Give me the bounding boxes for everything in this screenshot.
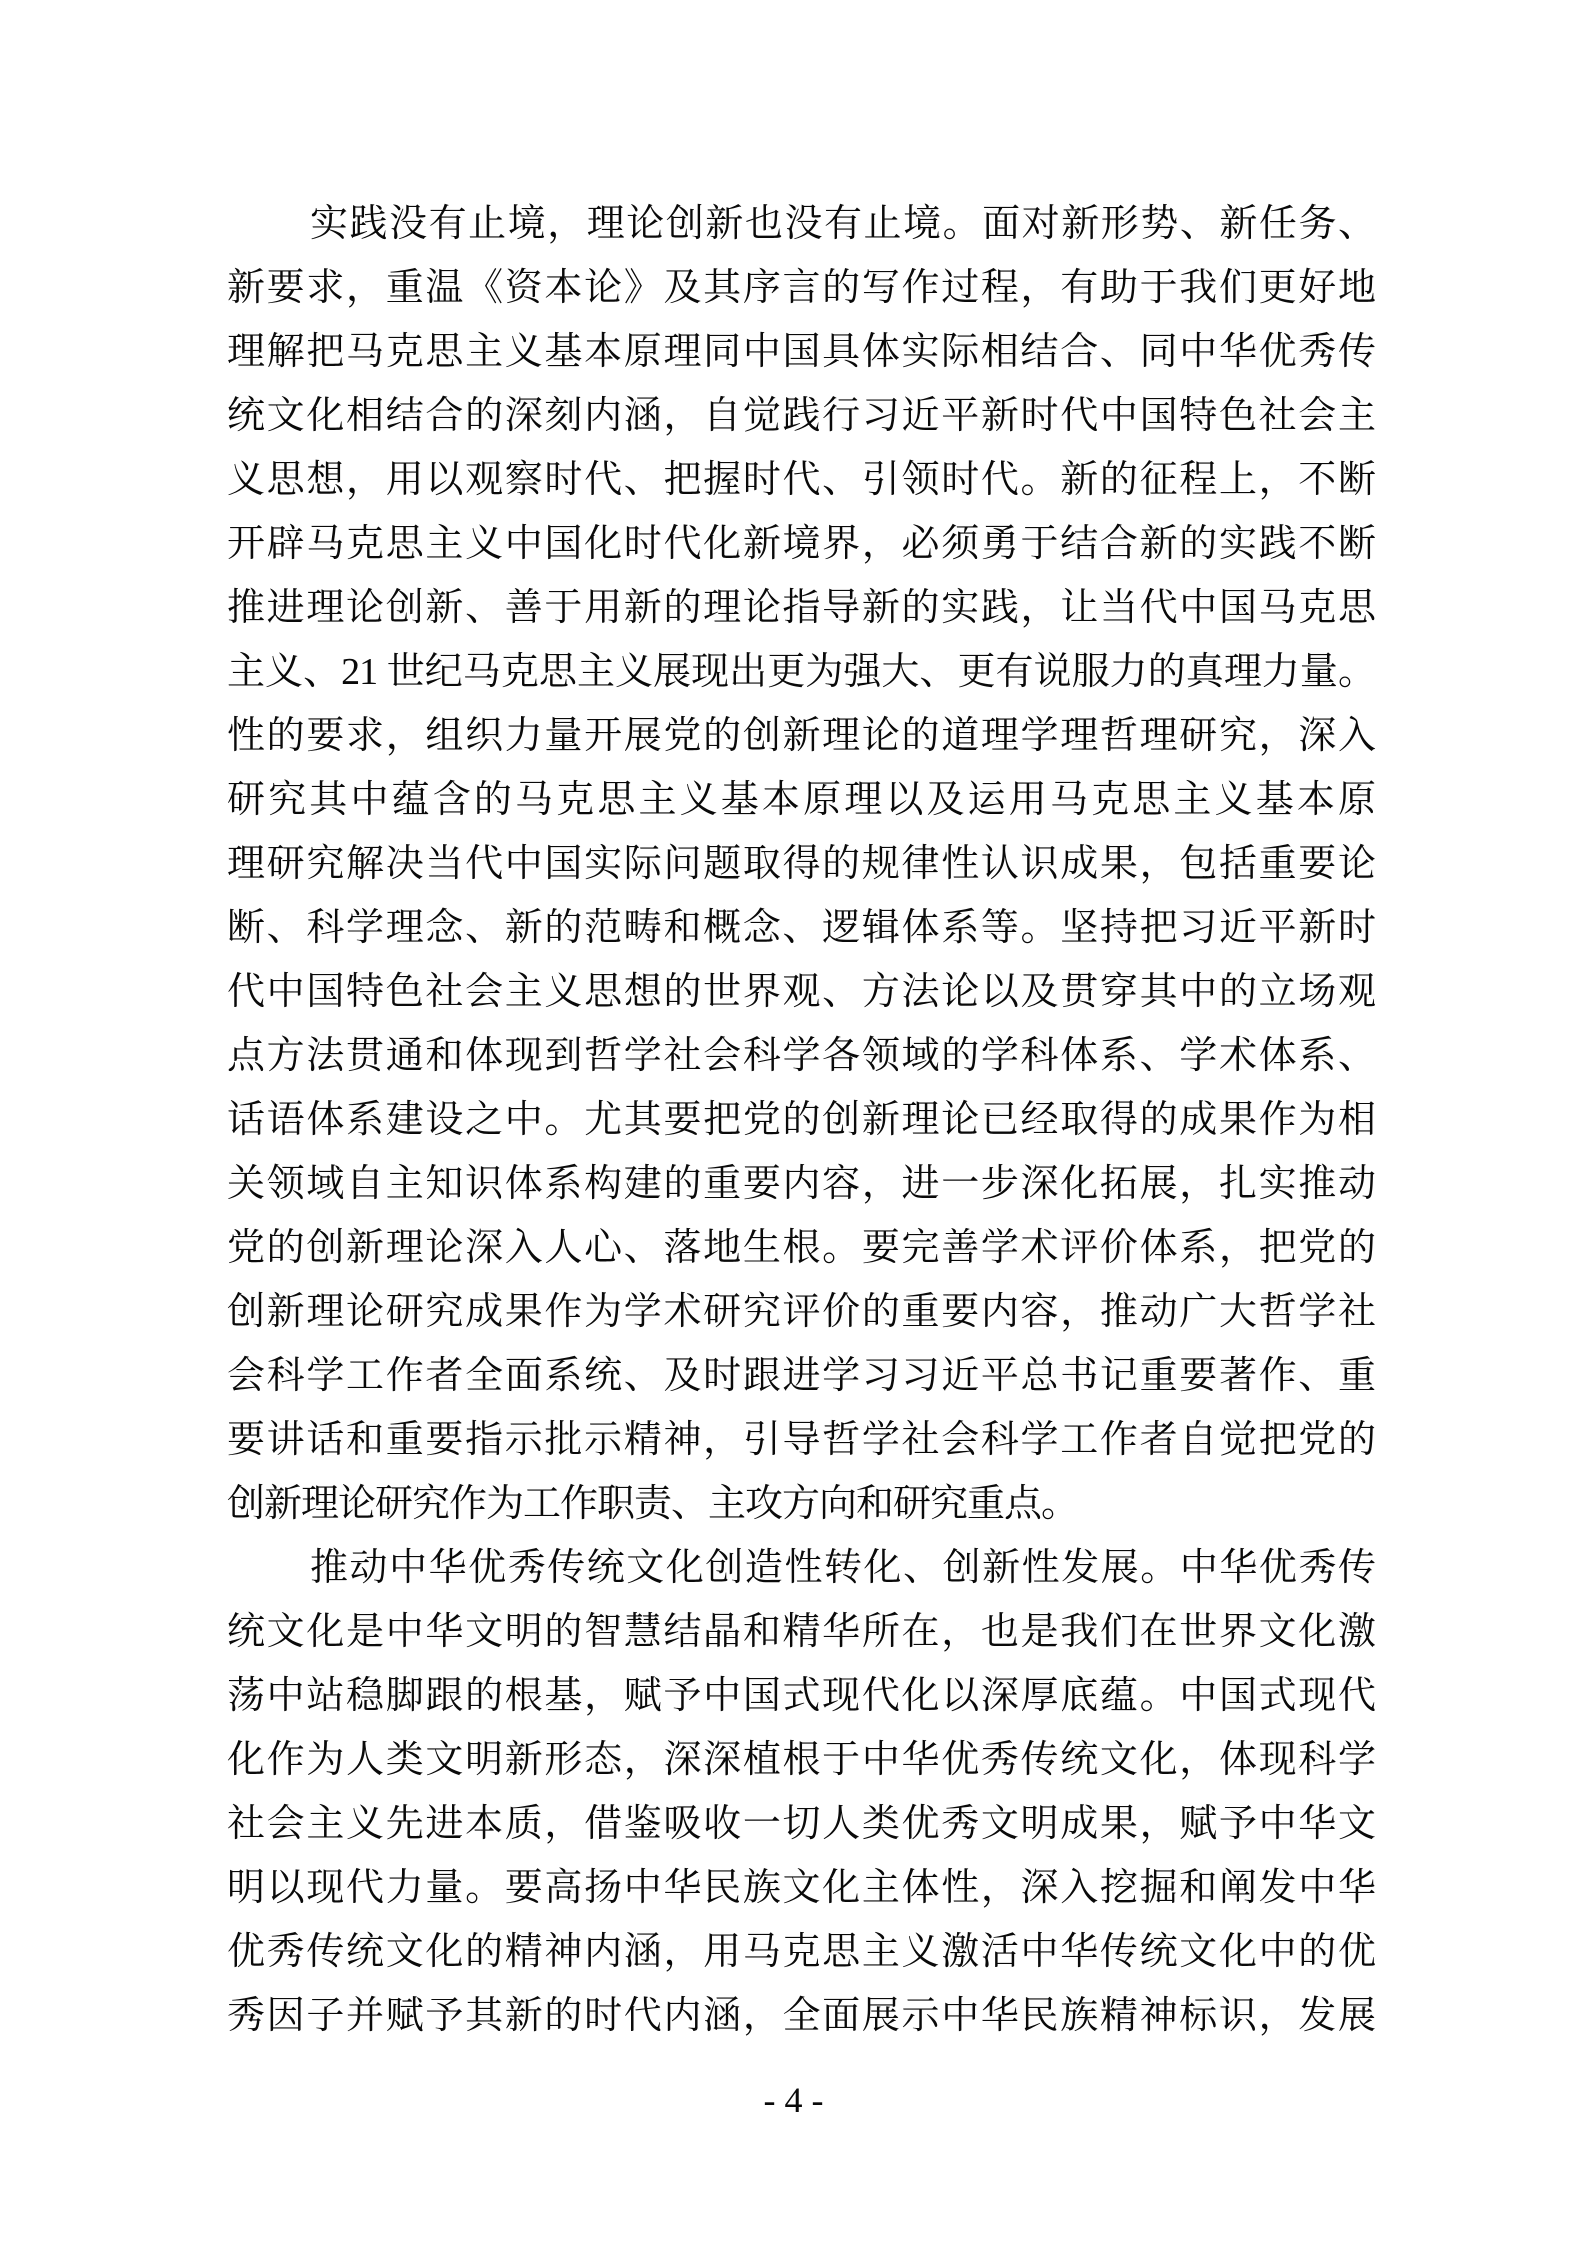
text-line: 理研究解决当代中国实际问题取得的规律性认识成果，包括重要论: [227, 843, 1375, 885]
text-line: 研究其中蕴含的马克思主义基本原理以及运用马克思主义基本原: [227, 779, 1375, 821]
text-line: 社会主义先进本质，借鉴吸收一切人类优秀文明成果，赋予中华文: [227, 1803, 1375, 1845]
text-line: 创新理论研究成果作为学术研究评价的重要内容，推动广大哲学社: [227, 1291, 1375, 1333]
text-line: 统文化相结合的深刻内涵，自觉践行习近平新时代中国特色社会主: [227, 395, 1375, 437]
text-line: 开辟马克思主义中国化时代化新境界，必须勇于结合新的实践不断: [227, 523, 1375, 565]
body-text: [227, 192, 1375, 2048]
text-line: 秀因子并赋予其新的时代内涵，全面展示中华民族精神标识，发展: [227, 1995, 1375, 2037]
text-line: 优秀传统文化的精神内涵，用马克思主义激活中华传统文化中的优: [227, 1931, 1375, 1973]
text-line: 推进理论创新、善于用新的理论指导新的实践，让当代中国马克思: [227, 587, 1375, 629]
text-line: 化作为人类文明新形态，深深植根于中华优秀传统文化，体现科学: [227, 1739, 1375, 1781]
text-line: 明以现代力量。要高扬中华民族文化主体性，深入挖掘和阐发中华: [227, 1867, 1375, 1909]
text-line: 断、科学理念、新的范畴和概念、逻辑体系等。坚持把习近平新时: [227, 907, 1375, 949]
text-line: 会科学工作者全面系统、及时跟进学习习近平总书记重要著作、重: [227, 1355, 1375, 1397]
text-line: 义思想，用以观察时代、把握时代、引领时代。新的征程上，不断: [227, 459, 1375, 501]
text-line: 推动中华优秀传统文化创造性转化、创新性发展。中华优秀传: [310, 1547, 1375, 1589]
text-line: 荡中站稳脚跟的根基，赋予中国式现代化以深厚底蕴。中国式现代: [227, 1675, 1375, 1717]
text-line: 新要求，重温《资本论》及其序言的写作过程，有助于我们更好地: [227, 267, 1375, 309]
text-line: 理解把马克思主义基本原理同中国具体实际相结合、同中华优秀传: [227, 331, 1375, 373]
text-line: 统文化是中华文明的智慧结晶和精华所在，也是我们在世界文化激: [227, 1611, 1375, 1653]
text-line: 代中国特色社会主义思想的世界观、方法论以及贯穿其中的立场观: [227, 971, 1375, 1013]
text-line: 点方法贯通和体现到哲学社会科学各领域的学科体系、学术体系、: [227, 1035, 1375, 1077]
text-line: 关领域自主知识体系构建的重要内容，进一步深化拓展，扎实推动: [227, 1163, 1375, 1205]
text-line: 主义、21 世纪马克思主义展现出更为强大、更有说服力的真理力量。: [227, 651, 1375, 693]
page-number: - 4 -: [763, 2080, 824, 2120]
text-line: 要讲话和重要指示批示精神，引导哲学社会科学工作者自觉把党的: [227, 1419, 1375, 1461]
text-line: 创新理论研究作为工作职责、主攻方向和研究重点。: [227, 1483, 1079, 1525]
text-line: 实践没有止境，理论创新也没有止境。面对新形势、新任务、: [310, 203, 1375, 245]
text-line: 党的创新理论深入人心、落地生根。要完善学术评价体系，把党的: [227, 1227, 1375, 1269]
text-line: 性的要求，组织力量开展党的创新理论的道理学理哲理研究，深入: [227, 715, 1375, 757]
text-line: 话语体系建设之中。尤其要把党的创新理论已经取得的成果作为相: [227, 1099, 1375, 1141]
